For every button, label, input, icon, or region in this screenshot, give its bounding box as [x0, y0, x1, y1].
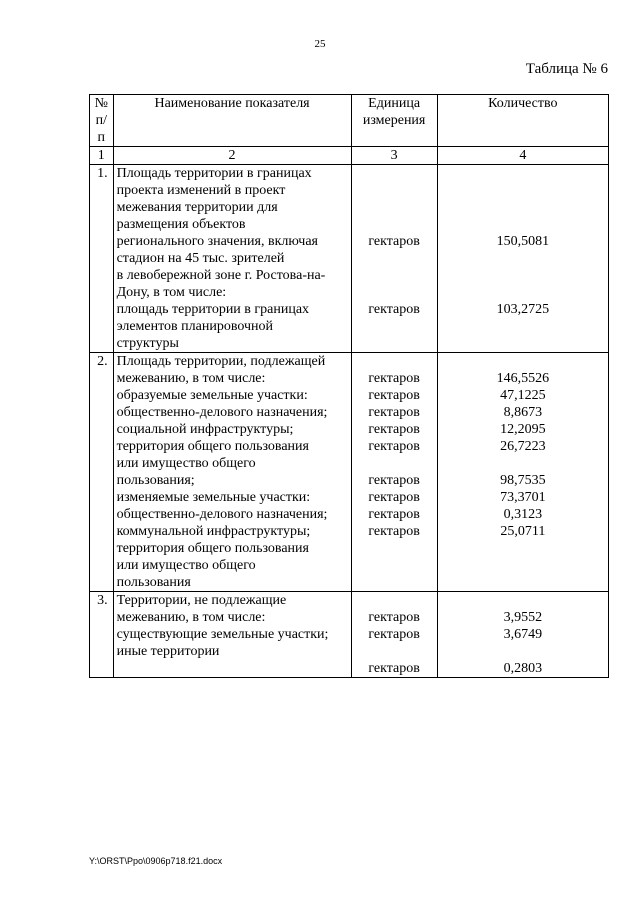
column-index-row: [90, 147, 609, 165]
page-number: 25: [314, 38, 326, 50]
table-row: [90, 165, 609, 353]
table-caption: Таблица № 6: [525, 61, 608, 77]
indicator-name-line: Территории, не подлежащие: [116, 593, 287, 608]
indicator-name-line: регионального значения, включая: [116, 234, 318, 249]
column-index: 3: [351, 147, 437, 165]
quantity-line: [441, 335, 605, 352]
cell-qty: [437, 165, 608, 353]
indicator-name-line: пользования: [116, 575, 191, 590]
unit-line: гектаров: [368, 422, 420, 437]
quantity-line: [441, 574, 605, 591]
quantity-line: [441, 250, 605, 267]
unit-line: [355, 353, 434, 370]
indicator-name-line: Дону, в том числе:: [116, 285, 227, 300]
indicator-name-line: проекта изменений в проект: [116, 183, 286, 198]
quantity-line: 12,2095: [500, 422, 546, 437]
cell-qty: [437, 353, 608, 592]
indicator-name-line: существующие земельные участки;: [116, 627, 329, 642]
table-row: [90, 353, 609, 592]
unit-line: гектаров: [368, 473, 420, 488]
quantity-line: 98,7535: [500, 473, 546, 488]
quantity-line: [441, 353, 605, 370]
indicator-name-line: [117, 660, 348, 677]
quantity-line: 150,5081: [496, 234, 550, 249]
quantity-line: 26,7223: [500, 439, 546, 454]
row-number: 1.: [90, 165, 114, 353]
quantity-line: [441, 557, 605, 574]
quantity-line: 73,3701: [500, 490, 546, 505]
quantity-line: [441, 284, 605, 301]
unit-line: [355, 335, 434, 352]
indicator-name-line: структуры: [116, 336, 179, 351]
quantity-line: [441, 455, 605, 472]
footer-file-path: Y:\ORST\Ppo\0906p718.f21.docx: [89, 856, 223, 866]
table-body: [90, 165, 609, 678]
unit-line: [355, 250, 434, 267]
indicator-name-line: межеванию, в том числе:: [116, 371, 266, 386]
cell-qty: [437, 592, 608, 678]
indicator-name-line: общественно-делового назначения;: [116, 507, 328, 522]
cell-unit: [351, 592, 437, 678]
indicator-name-line: элементов планировочной: [116, 319, 273, 334]
column-index: 2: [113, 147, 351, 165]
quantity-line: [441, 199, 605, 216]
quantity-line: 3,9552: [503, 610, 543, 625]
quantity-line: 103,2725: [496, 302, 550, 317]
unit-line: гектаров: [368, 388, 420, 403]
quantity-line: [441, 643, 605, 660]
unit-line: гектаров: [368, 405, 420, 420]
cell-unit: [351, 353, 437, 592]
indicator-name-line: территория общего пользования: [116, 541, 309, 556]
indicator-name-line: социальной инфраструктуры;: [116, 422, 294, 437]
unit-line: [355, 267, 434, 284]
unit-line: гектаров: [368, 661, 420, 676]
unit-line: гектаров: [368, 302, 420, 317]
unit-line: [355, 284, 434, 301]
unit-line: [355, 165, 434, 182]
unit-line: [355, 455, 434, 472]
quantity-line: 3,6749: [503, 627, 543, 642]
quantity-line: [441, 165, 605, 182]
quantity-line: [441, 318, 605, 335]
cell-name: [113, 592, 351, 678]
unit-line: гектаров: [368, 371, 420, 386]
indicator-name-line: или имущество общего: [116, 558, 256, 573]
unit-line: [355, 182, 434, 199]
indicator-name-line: пользования;: [116, 473, 195, 488]
quantity-line: 25,0711: [500, 524, 546, 539]
quantity-line: 0,2803: [503, 661, 543, 676]
indicator-name-line: изменяемые земельные участки:: [116, 490, 311, 505]
column-index: 4: [437, 147, 608, 165]
indicator-name-line: или имущество общего: [116, 456, 256, 471]
indicator-name-line: коммунальной инфраструктуры;: [116, 524, 311, 539]
quantity-line: [441, 540, 605, 557]
indicator-name-line: межеванию, в том числе:: [116, 610, 266, 625]
cell-unit: [351, 165, 437, 353]
unit-line: гектаров: [368, 524, 420, 539]
cell-name: [113, 353, 351, 592]
quantity-line: [441, 216, 605, 233]
indicator-name-line: площадь территории в границах: [116, 302, 310, 317]
indicator-name-line: Площадь территории в границах: [116, 166, 312, 181]
unit-line: гектаров: [368, 234, 420, 249]
unit-line: [355, 318, 434, 335]
table-row: [90, 592, 609, 678]
indicator-name-line: образуемые земельные участки:: [116, 388, 308, 403]
header-qty: Количество: [437, 95, 608, 147]
quantity-line: [441, 592, 605, 609]
indicator-name-line: иные территории: [116, 644, 220, 659]
unit-line: гектаров: [368, 439, 420, 454]
table-header-row: [90, 95, 609, 147]
unit-line: гектаров: [368, 490, 420, 505]
unit-line: [355, 574, 434, 591]
cell-name: [113, 165, 351, 353]
indicator-name-line: общественно-делового назначения;: [116, 405, 328, 420]
quantity-line: [441, 267, 605, 284]
quantity-line: 146,5526: [496, 371, 550, 386]
indicator-name-line: размещения объектов: [116, 217, 246, 232]
header-unit: Единица измерения: [351, 95, 437, 147]
unit-line: [355, 557, 434, 574]
unit-line: [355, 216, 434, 233]
header-name: Наименование показателя: [113, 95, 351, 147]
unit-line: гектаров: [368, 627, 420, 642]
quantity-line: 47,1225: [500, 388, 546, 403]
quantity-line: 8,8673: [503, 405, 543, 420]
unit-line: гектаров: [368, 610, 420, 625]
header-num: № п/п: [90, 95, 114, 147]
column-index: 1: [90, 147, 114, 165]
row-number: 3.: [90, 592, 114, 678]
quantity-line: 0,3123: [503, 507, 543, 522]
indicator-name-line: территория общего пользования: [116, 439, 309, 454]
indicator-name-line: Площадь территории, подлежащей: [116, 354, 326, 369]
unit-line: [355, 592, 434, 609]
unit-line: [355, 643, 434, 660]
indicator-name-line: межевания территории для: [116, 200, 278, 215]
quantity-line: [441, 182, 605, 199]
indicator-name-line: в левобережной зоне г. Ростова-на-: [116, 268, 326, 283]
unit-line: [355, 199, 434, 216]
unit-line: гектаров: [368, 507, 420, 522]
row-number: 2.: [90, 353, 114, 592]
indicator-name-line: стадион на 45 тыс. зрителей: [116, 251, 285, 266]
unit-line: [355, 540, 434, 557]
indicators-table: [89, 94, 609, 678]
